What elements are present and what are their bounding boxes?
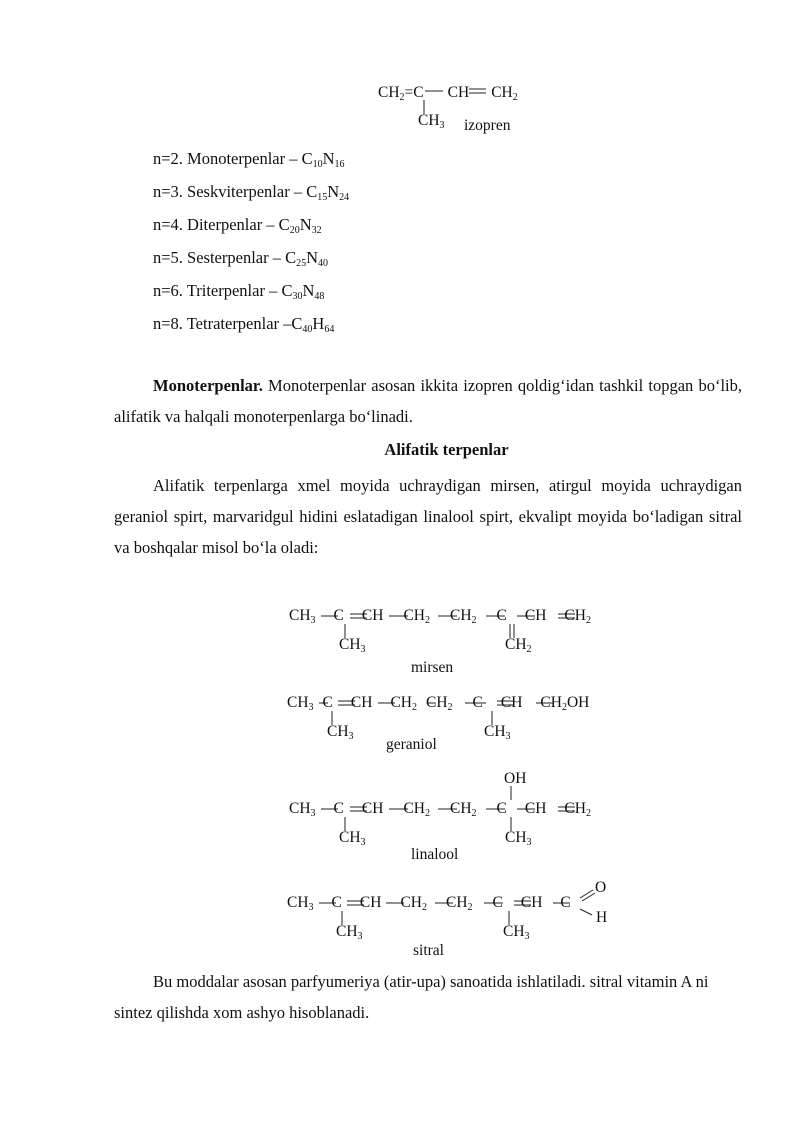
terpene-class-item: n=4. Diterpenlar – $C_{20}N_{32}$ [153, 215, 322, 236]
monoterpene-paragraph: Monoterpenlar. Monoterpenlar asosan ikkita izopren qoldig‘idan tashkil topgan bo‘lib, alifatik va halqali monoterpenlarga bo‘linadi. [114, 376, 742, 426]
sitral-label: sitral [413, 942, 444, 959]
mirsen-chain: $CH_3$ C CH $CH_2$ $CH_2$ C CH $CH_2$ [289, 607, 591, 626]
terpene-class-item: n=2. Monoterpenlar – $C_{10}N_{16}$ [153, 149, 345, 170]
closing-paragraph: Bu moddalar asosan parfyumeriya (atir-upa) sanoatida ishlatiladi. sitral vitamin A ni sintez qilishda xom ashyo hisoblanadi. [114, 972, 709, 1022]
geraniol-chain: $CH_3$ C CH $CH_2$ $CH_2$ C CH $CH_2OH$ [287, 694, 590, 713]
linalool-methyl: $CH_3$ [339, 829, 366, 848]
terpene-class-item: n=8. Tetraterpenlar $-C_{40}H_{64}$ [153, 314, 335, 335]
aliphatic-paragraph: Alifatik terpenlarga xmel moyida uchraydigan mirsen, atirgul moyida uchraydigan geraniol spirt, marvaridgul hidini eslatadigan linalool spirt, ekvalipt moyida bo‘ladigan sitral va boshqalar misol bo‘la oladi: [114, 476, 742, 557]
isoprene-label: izopren [464, 117, 511, 134]
sitral-methyl: $CH_3$ [336, 923, 363, 942]
mirsen-methylene: $CH_2$ [505, 636, 532, 655]
isoprene-methyl: $CH_3$ [418, 112, 445, 131]
section-heading: Alifatik terpenlar [384, 440, 509, 459]
sitral-hydrogen: H [596, 909, 608, 926]
linalool-methyl: $CH_3$ [505, 829, 532, 848]
sitral-methyl: $CH_3$ [503, 923, 530, 942]
terpene-class-item: n=3. Seskviterpenlar – $C_{15}N_{24}$ [153, 182, 350, 203]
linalool-hydroxyl: OH [504, 770, 527, 787]
geraniol-methyl: $CH_3$ [327, 723, 354, 742]
linalool-chain: $CH_3$ C CH $CH_2$ $CH_2$ C CH $CH_2$ [289, 800, 591, 819]
sitral-chain: $CH_3$ C CH $CH_2$ $CH_2$ C CH C [287, 894, 571, 913]
terpene-class-item: n=6. Triterpenlar – $C_{30}N_{48}$ [153, 281, 325, 302]
mirsen-methyl: $CH_3$ [339, 636, 366, 655]
isoprene-formula: $CH_2=C$ CH $CH_2$ [378, 84, 518, 103]
terpene-class-item: n=5. Sesterpenlar – $C_{25}N_{40}$ [153, 248, 329, 269]
geraniol-methyl: $CH_3$ [484, 723, 511, 742]
mirsen-label: mirsen [411, 659, 454, 676]
geraniol-label: geraniol [386, 736, 437, 753]
linalool-label: linalool [411, 846, 459, 863]
sitral-oxygen: O [595, 879, 607, 896]
